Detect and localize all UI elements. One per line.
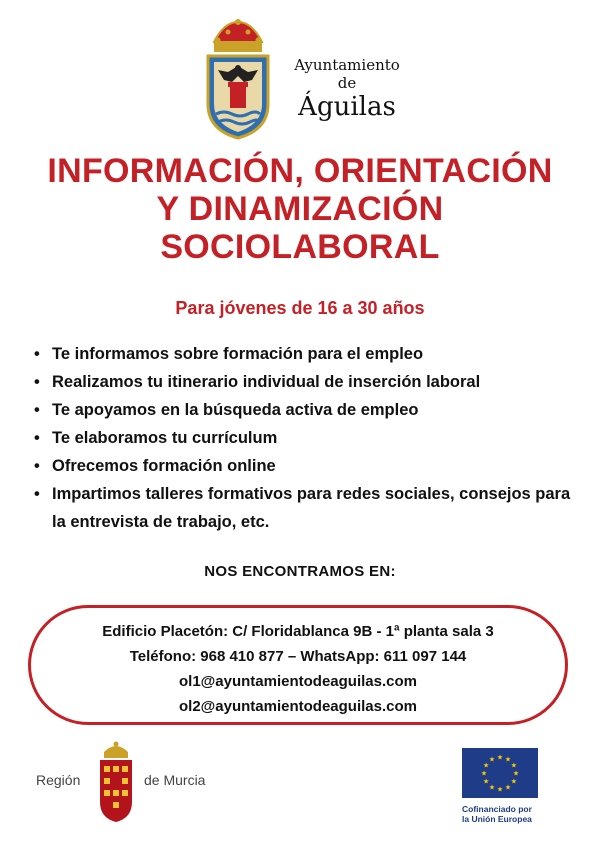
- eu-caption-line2: la Unión Europea: [462, 814, 532, 824]
- title-line1: INFORMACIÓN, ORIENTACIÓN: [47, 152, 553, 190]
- list-item: • Te informamos sobre formación para el empleo: [34, 340, 574, 368]
- find-heading: NOS ENCONTRAMOS EN:: [204, 563, 396, 580]
- eu-star-icon: ★: [482, 762, 490, 770]
- murcia-shield-icon: [96, 740, 136, 824]
- coat-of-arms-icon: [204, 18, 272, 140]
- eu-star-icon: ★: [496, 786, 504, 794]
- eu-star-icon: ★: [510, 778, 518, 786]
- header: [0, 18, 600, 142]
- eu-cofinanced-logo: [462, 748, 546, 824]
- eu-star-icon: ★: [504, 784, 512, 792]
- list-item: • Realizamos tu itinerario individual de inserción laboral: [34, 368, 574, 396]
- title-line2: Y DINAMIZACIÓN: [156, 190, 444, 228]
- eu-caption-line1: Cofinanciado por: [462, 804, 532, 814]
- town-line1: Ayuntamiento: [294, 56, 400, 74]
- eu-star-icon: ★: [510, 762, 518, 770]
- region-murcia-logo: [36, 740, 236, 830]
- contact-phone: Teléfono: 968 410 877 – WhatsApp: 611 097 144: [129, 648, 467, 665]
- title-line3: SOCIOLABORAL: [160, 228, 440, 266]
- page-title: [0, 152, 600, 266]
- contact-box: [28, 605, 568, 725]
- murcia-text-left: Región: [36, 772, 81, 788]
- eu-star-icon: ★: [496, 754, 504, 762]
- eu-star-icon: ★: [512, 770, 520, 778]
- eu-star-icon: ★: [488, 756, 496, 764]
- contact-email-1[interactable]: ol1@ayuntamientodeaguilas.com: [178, 673, 417, 690]
- eu-star-icon: ★: [488, 784, 496, 792]
- town-line2: de: [337, 74, 357, 92]
- town-line3: Águilas: [298, 92, 396, 122]
- eu-star-icon: ★: [480, 770, 488, 778]
- list-item: • Ofrecemos formación online: [34, 452, 574, 480]
- murcia-text-right: de Murcia: [144, 772, 206, 788]
- subtitle: Para jóvenes de 16 a 30 años: [175, 298, 425, 318]
- list-item: • Impartimos talleres formativos para redes sociales, consejos para la entrevista de trabajo, etc.: [34, 480, 574, 536]
- list-item: • Te apoyamos en la búsqueda activa de empleo: [34, 396, 574, 424]
- town-name: [282, 56, 412, 122]
- eu-star-icon: ★: [504, 756, 512, 764]
- contact-address: Edificio Placetón: C/ Floridablanca 9B - 1ª planta sala 3: [102, 623, 494, 640]
- eu-flag-icon: [462, 748, 538, 798]
- eu-star-icon: ★: [482, 778, 490, 786]
- eu-caption: [462, 804, 546, 824]
- list-item: • Te elaboramos tu currículum: [34, 424, 574, 452]
- services-list: [34, 340, 574, 536]
- contact-email-2[interactable]: ol2@ayuntamientodeaguilas.com: [178, 698, 417, 715]
